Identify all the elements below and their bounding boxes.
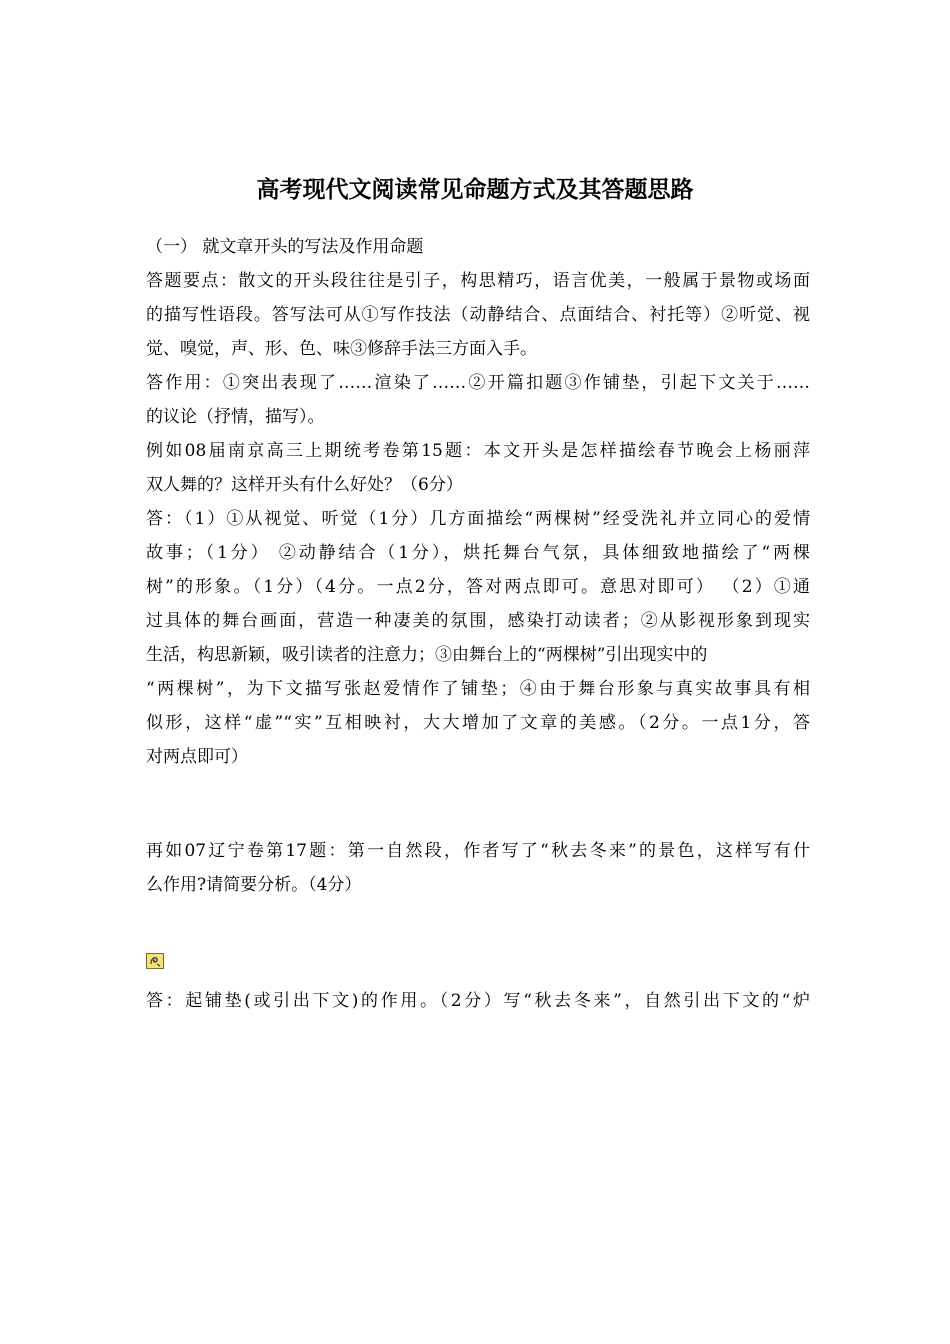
- answer-points-paragraph: [146, 264, 810, 366]
- text-line: 再如07辽宁卷第17题：第一自然段，作者写了“秋去冬来”的景色，这样写有什: [146, 841, 810, 861]
- text-line: “两棵树”，为下文描写张赵爱情作了铺垫；④由于舞台形象与真实故事具有相: [146, 679, 810, 699]
- embedded-image-icon[interactable]: [146, 953, 164, 969]
- example1-answer: [146, 502, 810, 774]
- example2-answer: [146, 984, 810, 1018]
- text-line: 答题要点：散文的开头段往往是引子，构思精巧，语言优美，一般属于景物或场面: [146, 271, 810, 291]
- text-line: 答作用：①突出表现了……渲染了……②开篇扣题③作铺垫，引起下文关于……: [146, 373, 810, 393]
- text-line: 似形，这样“虚”“实”互相映衬，大大增加了文章的美感。（2分。一点1分，答: [146, 713, 810, 733]
- text-line: 觉、嗅觉，声、形、色、味③修辞手法三方面入手。: [146, 339, 537, 359]
- section-heading: [146, 230, 810, 264]
- text-line: 故事；（1分） ②动静结合（1分），烘托舞台气氛，具体细致地描绘了“两棵: [146, 543, 810, 563]
- text-line: 双人舞的？这样开头有什么好处？（6分）: [146, 475, 463, 495]
- paragraph-spacer: [146, 902, 810, 950]
- page-title: 高考现代文阅读常见命题方式及其答题思路: [256, 176, 694, 203]
- text-line: （一） 就文章开头的写法及作用命题: [146, 237, 424, 257]
- text-line: 过具体的舞台画面，营造一种凄美的氛围，感染打动读者；②从影视形象到现实: [146, 611, 810, 631]
- text-line: 的描写性语段。答写法可从①写作技法（动静结合、点面结合、衬托等）②听觉、视: [146, 305, 810, 325]
- function-paragraph: [146, 366, 810, 434]
- text-line: 树”的形象。（1分）（4分。一点2分，答对两点即可。意思对即可） （2）①通: [146, 577, 810, 597]
- example1-question: [146, 434, 810, 502]
- paragraph-spacer: [146, 774, 810, 834]
- text-line: 答：起铺垫(或引出下文)的作用。（2分）写“秋去冬来”，自然引出下文的“炉: [146, 991, 810, 1011]
- text-line: 答：（1）①从视觉、听觉（1分）几方面描绘“两棵树”经受洗礼并立同心的爱情: [146, 509, 810, 529]
- text-line: 的议论（抒情，描写）。: [146, 407, 325, 427]
- text-line: 生活，构思新颖，吸引读者的注意力；③由舞台上的“两棵树”引出现实中的: [146, 645, 708, 665]
- document-body: [146, 230, 810, 1018]
- text-line: 例如08届南京高三上期统考卷第15题：本文开头是怎样描绘春节晚会上杨丽萍: [146, 441, 810, 461]
- embedded-image-row: [146, 950, 810, 984]
- text-line: 么作用?请简要分析。（4分）: [146, 875, 362, 895]
- text-line: 对两点即可）: [146, 747, 248, 767]
- example2-question: [146, 834, 810, 902]
